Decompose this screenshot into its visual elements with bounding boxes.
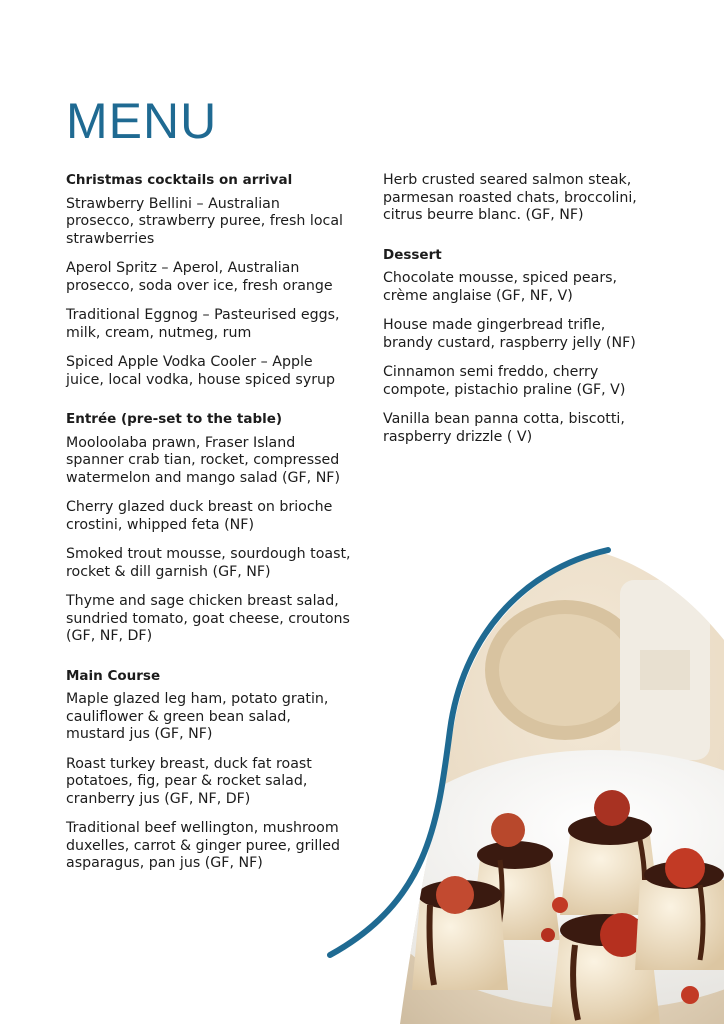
menu-item: Cherry glazed duck breast on brioche crostini, whipped feta (NF) xyxy=(66,499,333,533)
page-title: MENU xyxy=(66,93,218,149)
panna-cotta-1 xyxy=(470,813,560,940)
menu-item: Cinnamon semi freddo, cherry compote, pistachio praline (GF, V) xyxy=(383,364,626,398)
section-entree xyxy=(66,411,351,646)
section-main-course-continued xyxy=(383,172,645,225)
menu-item: Chocolate mousse, spiced pears, crème anglaise (GF, NF, V) xyxy=(383,270,618,304)
menu-item: House made gingerbread trifle, brandy custard, raspberry jelly (NF) xyxy=(383,317,636,351)
menu-item: Maple glazed leg ham, potato gratin, cauliflower & green bean salad, mustard jus (GF, NF) xyxy=(66,691,329,742)
menu-item: Smoked trout mousse, sourdough toast, rocket & dill garnish (GF, NF) xyxy=(66,546,351,580)
menu-item: Spiced Apple Vodka Cooler – Apple juice, local vodka, house spiced syrup xyxy=(66,354,336,388)
menu-item: Roast turkey breast, duck fat roast potatoes, fig, pear & rocket salad, cranberry jus (GF, NF, DF) xyxy=(66,755,312,807)
menu-item: Strawberry Bellini – Australian prosecco, strawberry puree, fresh local strawberries xyxy=(66,195,343,247)
section-cocktails xyxy=(66,172,351,389)
menu-item: Vanilla bean panna cotta, biscotti, raspberry drizzle ( V) xyxy=(383,411,625,445)
section-main-course xyxy=(66,668,351,873)
section-dessert xyxy=(383,247,645,447)
menu-item: Traditional Eggnog – Pasteurised eggs, milk, cream, nutmeg, rum xyxy=(66,307,340,341)
blue-swoosh xyxy=(330,550,608,955)
panna-cotta-5 xyxy=(635,848,724,970)
right-column xyxy=(383,172,645,468)
panna-cotta-4 xyxy=(550,913,660,1024)
menu-item: Aperol Spritz – Aperol, Australian prosecco, soda over ice, fresh orange xyxy=(66,260,333,294)
section-heading: Dessert xyxy=(383,246,442,263)
section-heading: Main Course xyxy=(66,667,161,684)
panna-cotta-3 xyxy=(412,876,508,990)
left-column xyxy=(66,172,351,895)
menu-item: Mooloolaba prawn, Fraser Island spanner crab tian, rocket, compressed watermelon and mango salad (GF, NF) xyxy=(66,434,341,486)
menu-item: Thyme and sage chicken breast salad, sundried tomato, goat cheese, croutons (GF, NF, DF) xyxy=(66,593,350,644)
menu-item: Herb crusted seared salmon steak, parmesan roasted chats, broccolini, citrus beurre blanc. (GF, NF) xyxy=(383,172,637,223)
section-heading: Christmas cocktails on arrival xyxy=(66,172,293,188)
panna-cotta-2 xyxy=(560,790,660,915)
section-heading: Entrée (pre-set to the table) xyxy=(66,411,283,427)
menu-item: Traditional beef wellington, mushroom duxelles, carrot & ginger puree, grilled asparagus, pan jus (GF, NF) xyxy=(66,820,341,871)
